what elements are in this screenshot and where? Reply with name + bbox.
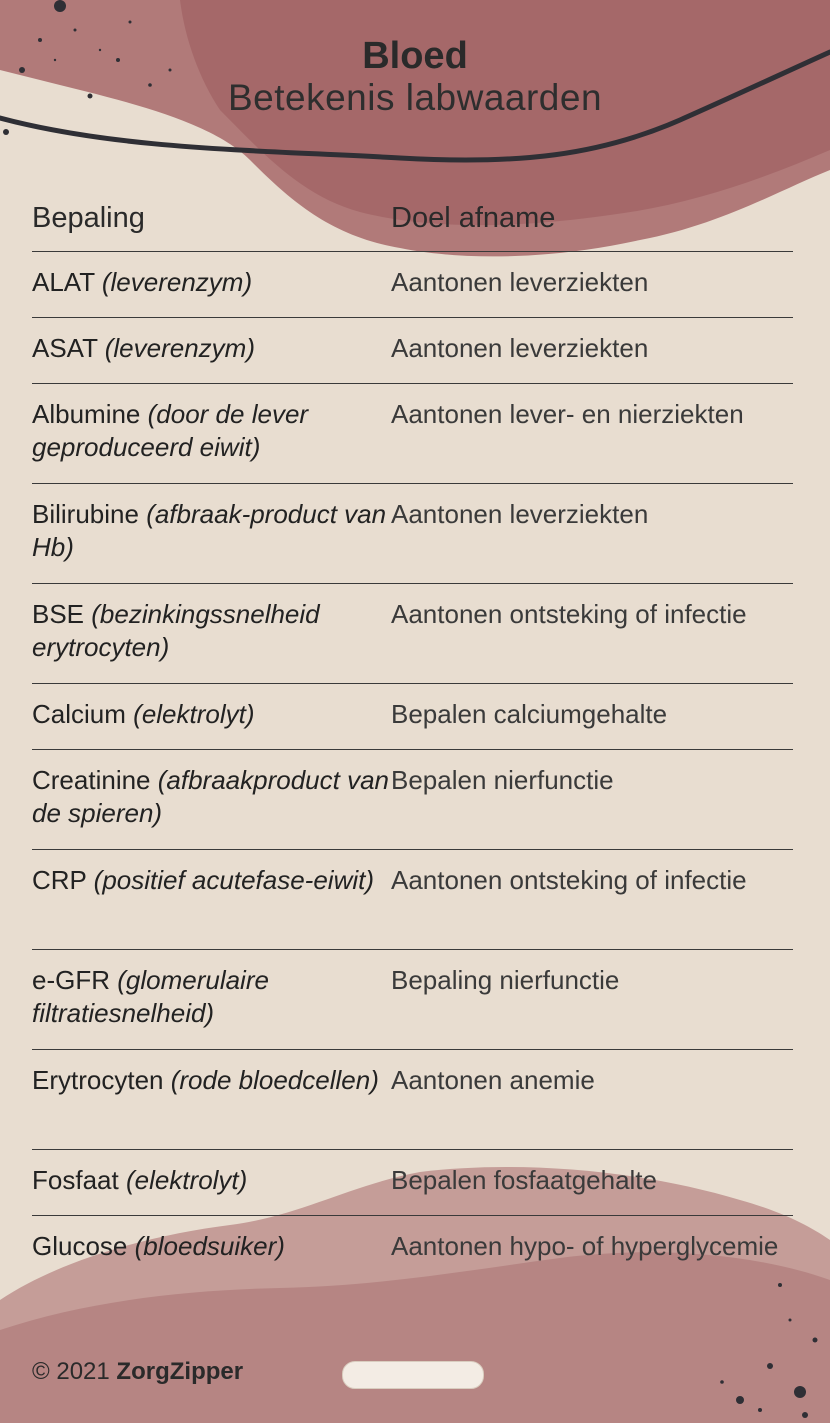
test-name-cell	[32, 266, 391, 317]
table-row	[32, 1150, 793, 1216]
test-note: (door de lever geproduceerd eiwit)	[32, 399, 309, 462]
test-name: Erytrocyten	[32, 1065, 164, 1095]
test-name-cell	[32, 398, 391, 483]
test-name-cell	[32, 1230, 391, 1282]
footer-copyright	[32, 1358, 243, 1386]
test-note: (afbraakproduct van de spieren)	[32, 765, 389, 828]
table-row	[32, 252, 793, 318]
test-purpose: Aantonen ontsteking of infectie	[391, 599, 747, 629]
table-row	[32, 1216, 793, 1282]
test-purpose: Aantonen hypo- of hyperglycemie	[391, 1231, 779, 1261]
copyright-text: © 2021	[32, 1358, 110, 1385]
test-note: (leverenzym)	[104, 333, 255, 363]
brand-name: ZorgZipper	[116, 1358, 244, 1385]
test-name-cell	[32, 964, 391, 1049]
test-purpose: Aantonen anemie	[391, 1065, 595, 1095]
test-note: (rode bloedcellen)	[170, 1065, 379, 1095]
test-purpose: Bepalen fosfaatgehalte	[391, 1165, 657, 1195]
test-purpose: Aantonen leverziekten	[391, 267, 649, 297]
test-purpose: Bepalen nierfunctie	[391, 765, 614, 795]
test-name-cell	[32, 764, 391, 849]
test-name: e-GFR	[32, 965, 110, 995]
test-name: BSE	[32, 599, 85, 629]
test-name: Glucose	[32, 1231, 128, 1261]
header	[0, 34, 830, 118]
test-purpose: Aantonen ontsteking of infectie	[391, 865, 747, 895]
test-name-cell	[32, 332, 391, 383]
table-row	[32, 850, 793, 950]
test-purpose: Bepaling nierfunctie	[391, 965, 620, 995]
test-name: ASAT	[32, 333, 98, 363]
test-note: (glomerulaire filtratiesnelheid)	[32, 965, 269, 1028]
table-row	[32, 584, 793, 684]
table-row	[32, 318, 793, 384]
test-note: (positief acutefase-eiwit)	[93, 865, 375, 895]
table-row	[32, 1050, 793, 1150]
test-name: Creatinine	[32, 765, 151, 795]
test-name: ALAT	[32, 267, 95, 297]
test-note: (leverenzym)	[101, 267, 253, 297]
test-name-cell	[32, 698, 391, 749]
page-title: Bloed	[362, 35, 468, 77]
table-row	[32, 484, 793, 584]
test-name-cell	[32, 1064, 391, 1149]
table-row	[32, 950, 793, 1050]
home-indicator-bar[interactable]	[342, 1361, 484, 1389]
test-name: Fosfaat	[32, 1165, 119, 1195]
test-purpose: Aantonen leverziekten	[391, 333, 649, 363]
table-row	[32, 684, 793, 750]
test-purpose: Aantonen lever- en nierziekten	[391, 399, 744, 429]
test-name: Bilirubine	[32, 499, 139, 529]
test-name-cell	[32, 498, 391, 583]
test-name-cell	[32, 864, 391, 949]
table-row	[32, 750, 793, 850]
table-header	[32, 185, 793, 252]
test-name: Calcium	[32, 699, 126, 729]
table-row	[32, 384, 793, 484]
page-subtitle: Betekenis labwaarden	[227, 77, 603, 118]
lab-values-table	[32, 185, 793, 1282]
test-purpose: Bepalen calciumgehalte	[391, 699, 668, 729]
test-name-cell	[32, 598, 391, 683]
column-header-bepaling: Bepaling	[32, 201, 145, 234]
test-name: CRP	[32, 865, 87, 895]
test-note: (afbraak-product van Hb)	[32, 499, 387, 562]
test-name: Albumine	[32, 399, 141, 429]
test-note: (bezinkingssnelheid erytrocyten)	[32, 599, 320, 662]
test-note: (elektrolyt)	[125, 1165, 248, 1195]
test-note: (bloedsuiker)	[134, 1231, 285, 1261]
test-name-cell	[32, 1164, 391, 1215]
test-purpose: Aantonen leverziekten	[391, 499, 649, 529]
test-note: (elektrolyt)	[133, 699, 255, 729]
column-header-doel-afname: Doel afname	[391, 201, 556, 234]
